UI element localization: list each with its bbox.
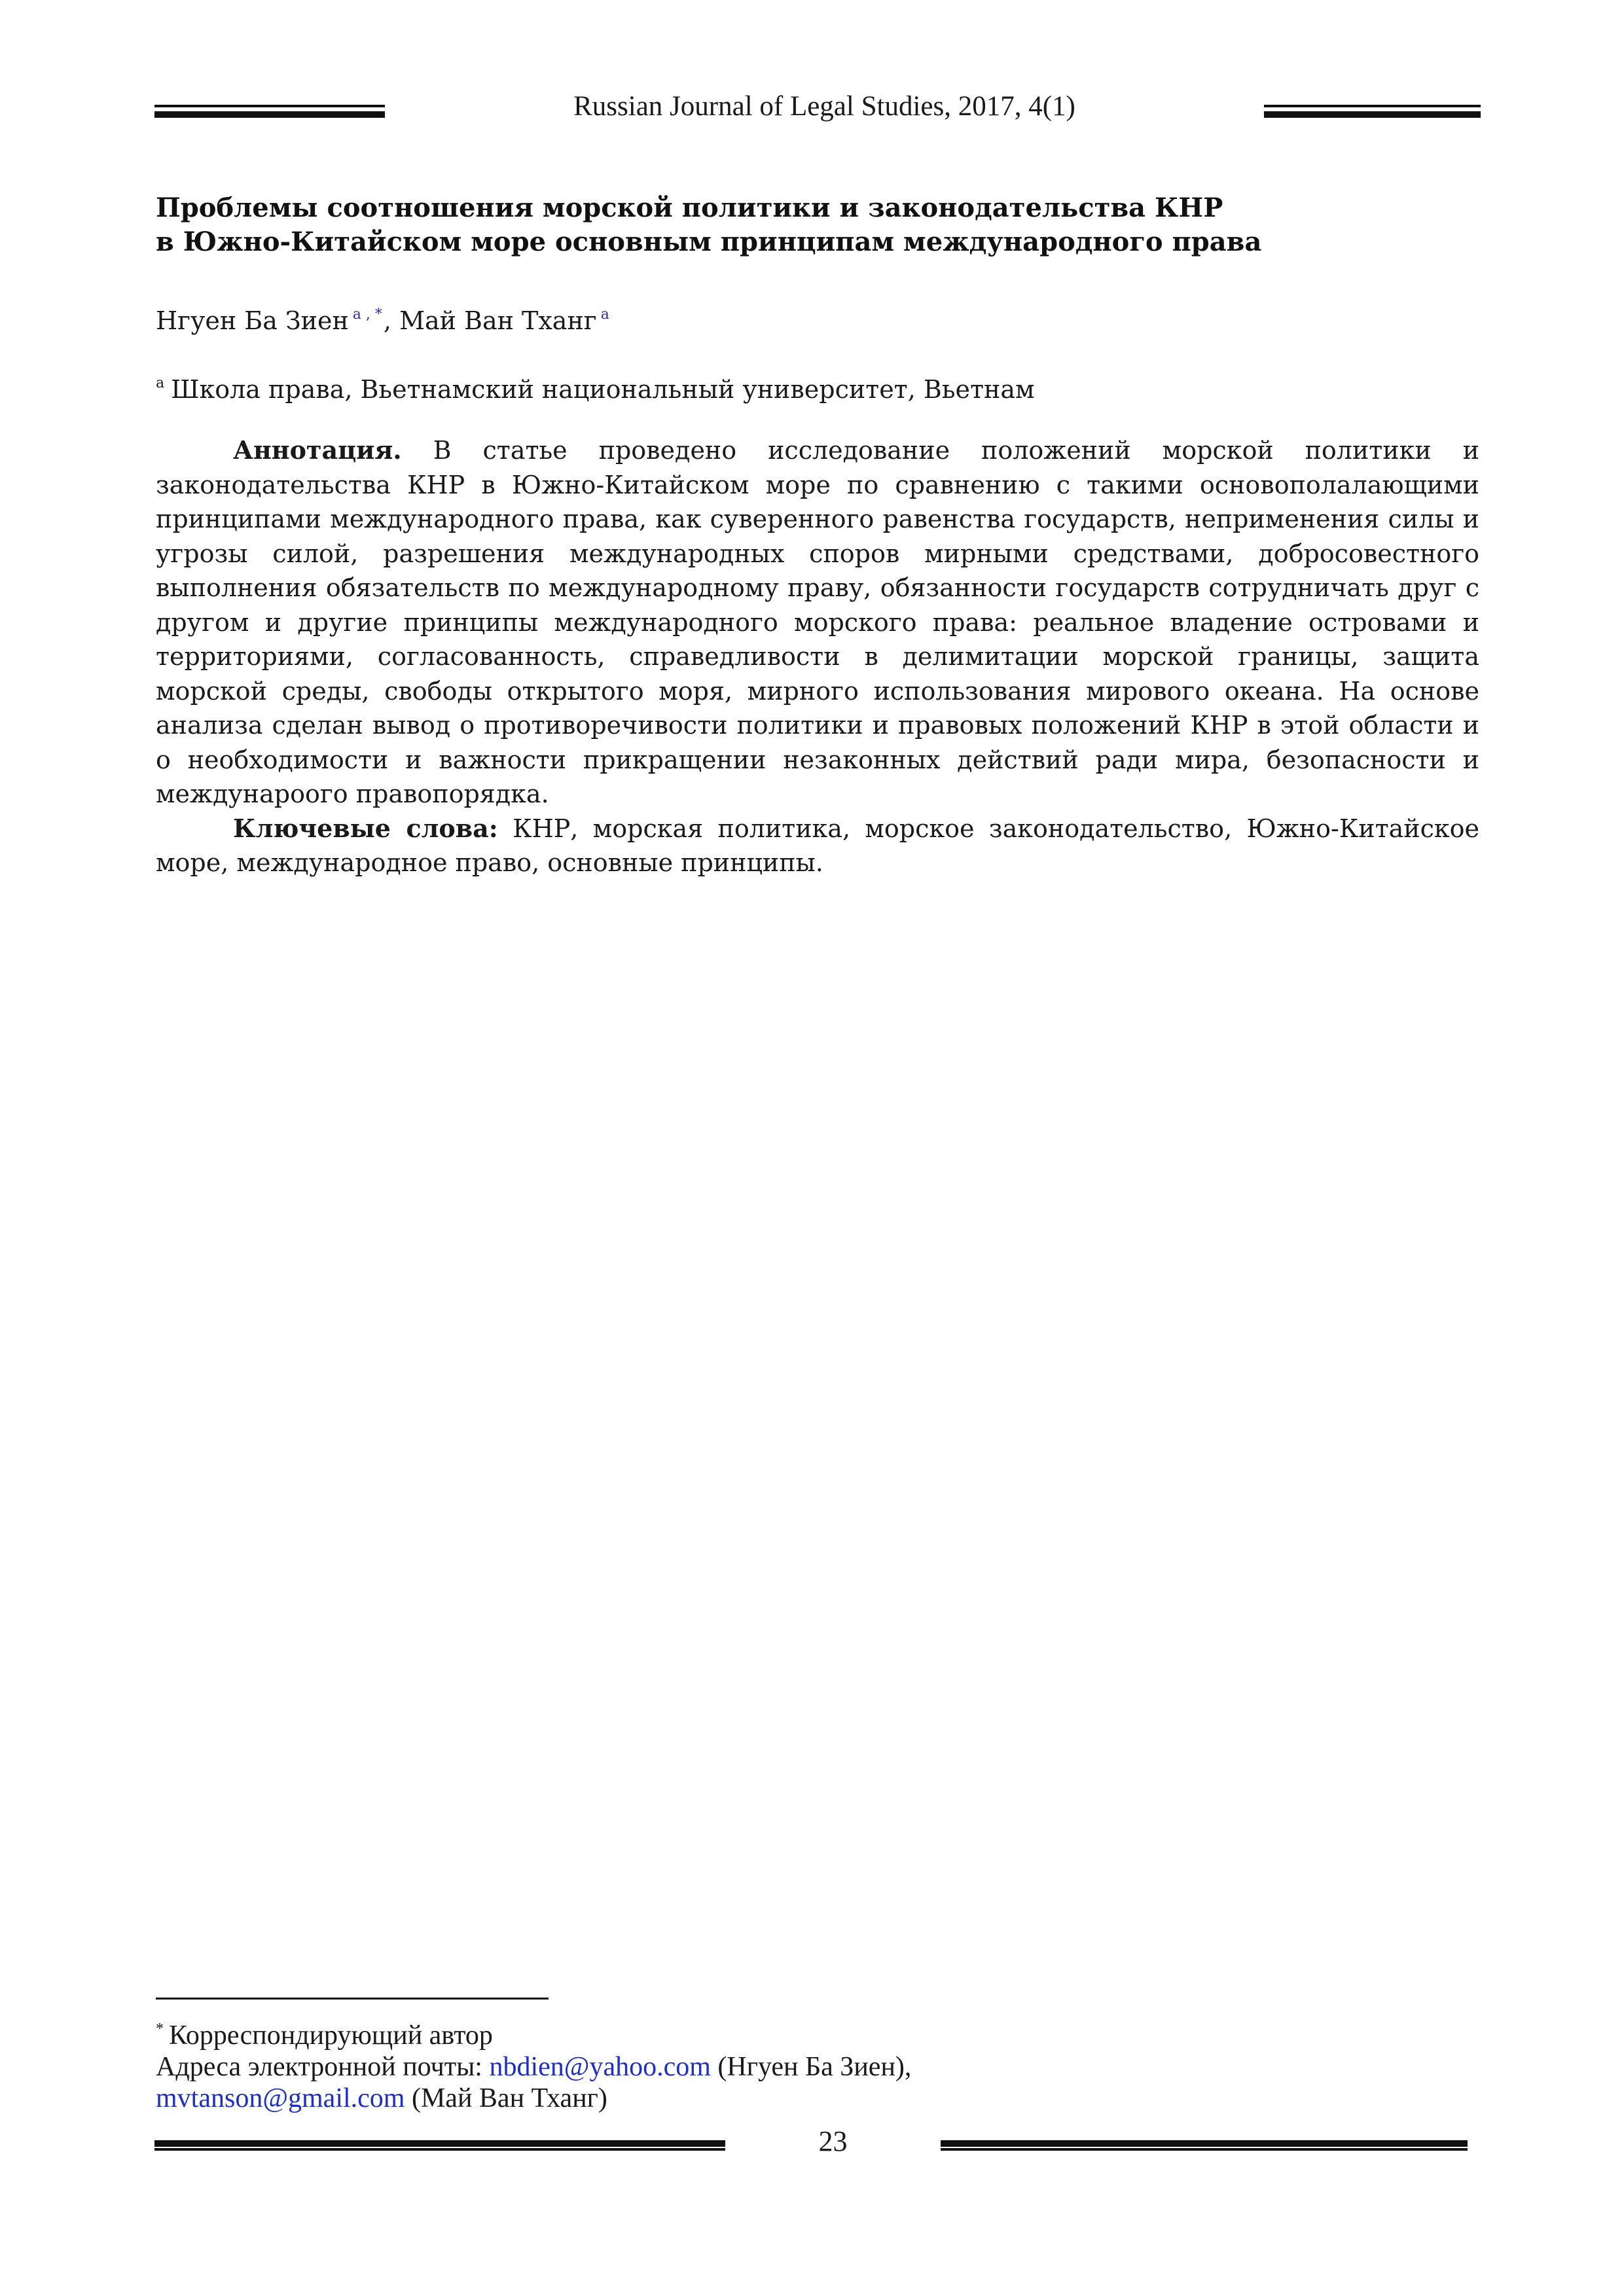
author-2: Май Ван Тханг [399, 306, 597, 335]
affiliation-text: Школа права, Вьетнамский национальный университет, Вьетнам [171, 375, 1035, 404]
abstract-block [156, 433, 1479, 880]
author-1-affiliation-marks[interactable]: a , * [352, 306, 382, 323]
email-link-2[interactable]: mvtanson@gmail.com [156, 2083, 405, 2113]
footnote-divider [156, 1998, 549, 2000]
journal-header: Russian Journal of Legal Studies, 2017, 4(1) [573, 91, 1075, 122]
authors-line [156, 298, 611, 338]
affiliation [156, 367, 1035, 406]
author-2-affiliation-mark[interactable]: a [600, 306, 609, 323]
email-link-1[interactable]: nbdien@yahoo.com [489, 2052, 711, 2082]
abstract-text: В статье проведено исследование положений морской политики и законодательства КНР в Южно-Китайском море по сравнению с такими основополалающими принципами международного права, как суверенного равенства государств, неприменения силы и угрозы силой, разрешения международных споров мирными средствами, добросовестного выполнения обязательств по международному праву, обязанности государств сотрудничать друг с другом и другие принципы международного морского права: реальное владение островами и территориями, согласованность, справедливости в делимитации морской границы, защита морской среды, свободы открытого моря, мирного использования мирового океана. На основе анализа сделан вывод о противоречивости политики и правовых положений КНР в этой области и о необходимости и важности прикращении незаконных действий ради мира, безопасности и междунароого правопорядка. [156, 436, 1479, 808]
author-1: Нгуен Ба Зиен [156, 306, 349, 335]
email-1-owner: (Нгуен Ба Зиен), [717, 2052, 912, 2082]
header-rule-left [154, 105, 385, 119]
affiliation-mark: a [156, 375, 165, 391]
author-separator: , [383, 306, 391, 335]
header-rule-right [1264, 105, 1481, 119]
keywords-label: Ключевые слова: [233, 813, 498, 843]
abstract-label: Аннотация. [233, 435, 402, 465]
email-2-owner: (Май Ван Тханг) [411, 2083, 607, 2113]
footnote-emails-line [156, 2051, 1465, 2083]
abstract-paragraph [156, 433, 1479, 812]
emails-label: Адреса электронной почты: [156, 2052, 482, 2082]
article-title [156, 191, 1491, 259]
title-line-2: в Южно-Китайском море основным принципам международного права [156, 226, 1262, 257]
corresponding-author-label: Корреспондирующий автор [169, 2020, 493, 2051]
footnote-mark: * [156, 2020, 164, 2037]
keywords-paragraph [156, 812, 1479, 880]
footnote-emails-line-2 [156, 2083, 1465, 2114]
title-line-1: Проблемы соотношения морской политики и законодательства КНР [156, 192, 1223, 223]
footer-rule-left [154, 2140, 725, 2155]
footnote-corresponding [156, 2013, 1465, 2051]
page-number: 23 [818, 2125, 848, 2157]
footnote-block [156, 2013, 1465, 2114]
footer-rule-right [941, 2140, 1468, 2155]
keywords-text: КНР, морская политика, морское законодательство, Южно-Китайское море, международное право, основные принципы. [156, 814, 1479, 877]
